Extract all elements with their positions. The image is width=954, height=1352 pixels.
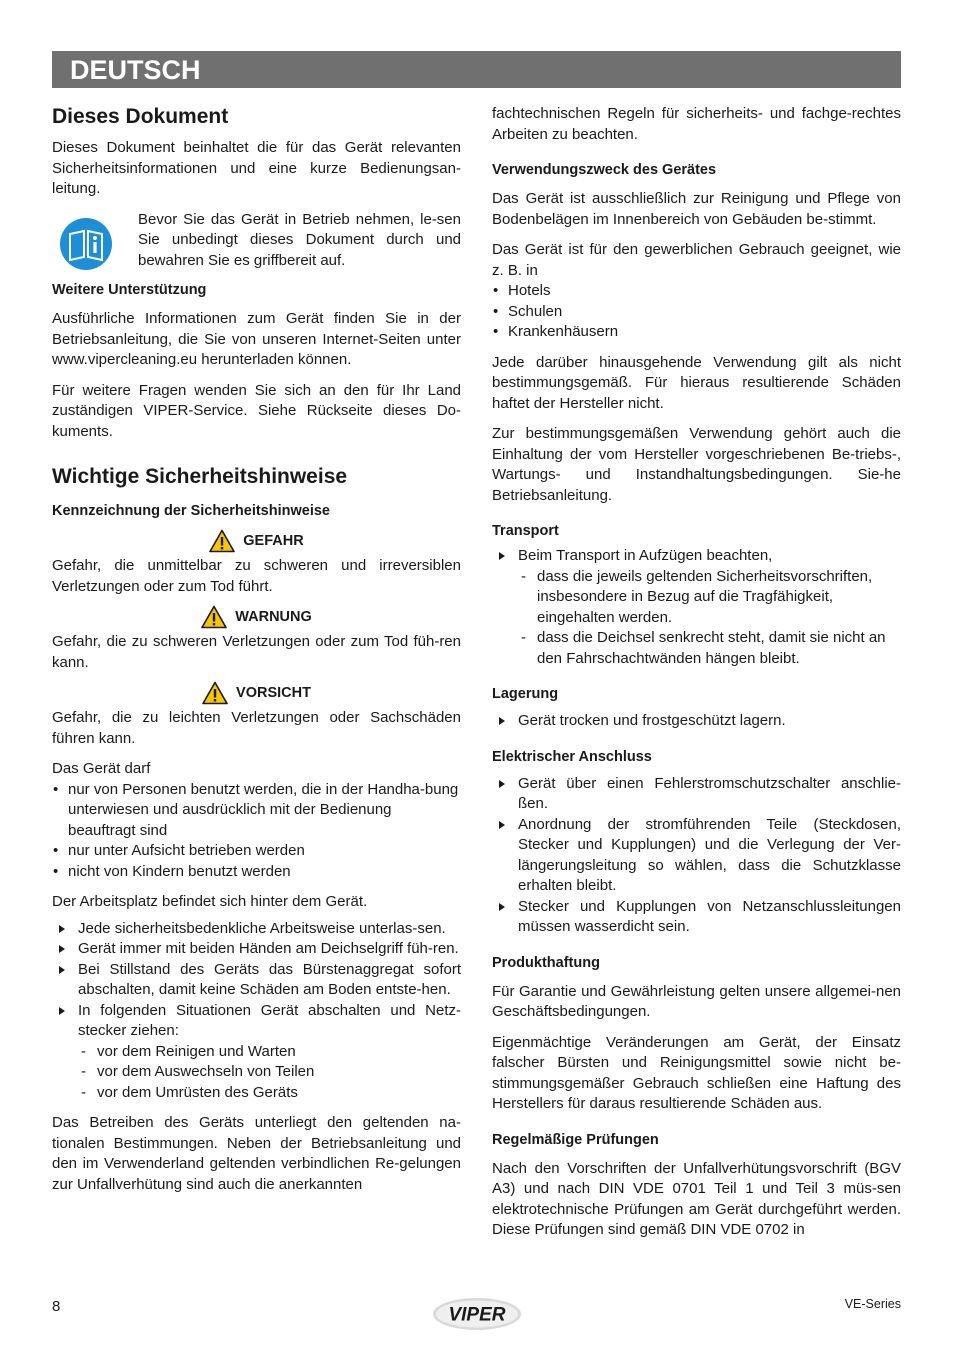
subsection-title: Produkthaftung (492, 954, 600, 971)
caution-heading (52, 681, 461, 705)
language-title: DEUTSCH (70, 55, 201, 85)
sub-list-item: - vor dem Umrüsten des Geräts (81, 1083, 298, 1101)
paragraph: Dieses Dokument beinhaltet die für das Gerät relevanten Sicherheitsinformationen und eine kurze Bedienungsan-leitung. (52, 139, 461, 197)
list-item-text: Beim Transport in Aufzügen beachten, (518, 547, 773, 564)
paragraph: Für Garantie und Gewährleistung gelten unsere allgemei-nen Geschäftsbedingungen. (492, 982, 901, 1020)
info-note-text: Bevor Sie das Gerät in Betrieb nehmen, le-sen Sie unbedingt dieses Dokument durch und bewahren Sie es griffbereit auf. (138, 210, 461, 269)
arrow-right-icon (499, 780, 505, 788)
list-item (492, 897, 901, 938)
list-item-text: Gerät immer mit beiden Händen am Deichselgriff füh-ren. (78, 940, 459, 957)
sub-list-item: - dass die jeweils geltenden Sicherheitsvorschriften, insbesondere in Bezug auf die Tragfähigkeit, eingehalten werden. (521, 567, 873, 626)
warning-text: Gefahr, die zu schweren Verletzungen oder zum Tod füh-ren kann. (52, 633, 461, 671)
list-item: • nur von Personen benutzt werden, die in der Handha-bung unterwiesen und ausdrücklich mit der Bedienung beauftragt sind (52, 780, 461, 842)
subsection-title: Transport (492, 523, 559, 539)
paragraph: Für weitere Fragen wenden Sie sich an den für Ihr Land zuständigen VIPER-Service. Siehe Rückseite dieses Do-kuments. (52, 381, 461, 440)
arrow-right-icon (59, 945, 65, 953)
list-item (52, 919, 461, 940)
paragraph: Eigenmächtige Veränderungen am Gerät, der Einsatz falscher Bürsten und Reinigungsmittel sowie nicht be-stimmungsgemäßer Gebrauch schließen eine Haftung des Herstellers für daraus resultierende Schäden aus. (492, 1033, 901, 1112)
subsection-title: Weitere Unterstützung (52, 282, 207, 298)
subsection-title: Elektrischer Anschluss (492, 748, 652, 765)
list-item: • nicht von Kindern benutzt werden (52, 862, 461, 883)
left-column (52, 104, 461, 1195)
sub-list-item-text: dass die jeweils geltenden Sicherheitsvorschriften, insbesondere in Bezug auf die Tragfähigkeit, eingehalten werden. (537, 567, 873, 626)
caution-text: Gefahr, die zu leichten Verletzungen oder Sachschäden führen kann. (52, 709, 461, 747)
sub-list-item-text: vor dem Umrüsten des Geräts (97, 1083, 298, 1101)
viper-logo (432, 1297, 522, 1331)
paragraph: fachtechnischen Regeln für sicherheits- und fachge-rechtes Arbeiten zu beachten. (492, 105, 901, 143)
sub-list-item: - vor dem Reinigen und Warten (81, 1042, 296, 1060)
list-item-text: Jede sicherheitsbedenkliche Arbeitsweise unterlas-sen. (78, 919, 446, 937)
list-item-text: Anordnung der stromführenden Teile (Steckdosen, Stecker und Kupplungen) und die Verlegung der Ver-längerungsleitung so wählen, dass die Schutzklasse erhalten bleibt. (518, 815, 901, 894)
subsection-title: Kennzeichnung der Sicherheitshinweise (52, 503, 330, 519)
sub-list-item: - vor dem Auswechseln von Teilen (81, 1063, 315, 1080)
sub-list-item: - dass die Deichsel senkrecht steht, damit sie nicht an den Fahrschachtwänden hängen bleibt. (521, 629, 886, 667)
list-item-text: Bei Stillstand des Geräts das Bürstenaggregat sofort abschalten, damit keine Schäden am Boden entste-hen. (78, 960, 461, 998)
caution-label: VORSICHT (236, 685, 311, 701)
subsection-title: Verwendungszweck des Gerätes (492, 162, 717, 178)
instruction-list (492, 774, 901, 938)
read-manual-icon (60, 218, 112, 270)
right-column (492, 104, 901, 1241)
sub-list (518, 567, 901, 670)
paragraph: Das Betreiben des Geräts unterliegt den geltenden na-tionalen Bestimmungen. Neben der Betriebsanleitung und den im Verwenderland geltenden verbindlichen Re-gelungen zur Unfallverhütung sind auch die anerkannten (52, 1114, 461, 1193)
list-item: • Schulen (492, 302, 901, 323)
language-header (52, 51, 901, 88)
list-item (52, 1001, 461, 1104)
series-label: VE-Series (844, 1297, 901, 1311)
paragraph: Das Gerät darf (52, 760, 151, 777)
paragraph: Das Gerät ist für den gewerblichen Gebrauch geeignet, wie z. B. in (492, 241, 901, 279)
warning-triangle-icon (202, 681, 228, 705)
arrow-right-icon (499, 903, 505, 911)
arrow-right-icon (499, 821, 505, 829)
paragraph: Jede darüber hinausgehende Verwendung gilt als nicht bestimmungsgemäß. Für hieraus resultierende Schäden haftet der Hersteller nicht. (492, 353, 901, 412)
arrow-right-icon (59, 966, 65, 974)
instruction-list (492, 546, 901, 669)
arrow-right-icon (499, 552, 505, 560)
bullet-list (52, 780, 461, 883)
paragraph: Der Arbeitsplatz befindet sich hinter dem Gerät. (52, 893, 368, 910)
sub-list-item-text: dass die Deichsel senkrecht steht, damit sie nicht an den Fahrschachtwänden hängen bleibt. (537, 629, 886, 667)
list-item (52, 960, 461, 1001)
arrow-right-icon (499, 717, 505, 725)
info-note (52, 210, 461, 272)
sub-list-item-text: vor dem Auswechseln von Teilen (97, 1063, 315, 1080)
warning-triangle-icon (209, 529, 235, 553)
sub-list (78, 1042, 461, 1104)
list-item-text: Gerät über einen Fehlerstromschutzschalter anschlie-ßen. (518, 774, 901, 812)
warning-heading (52, 605, 461, 629)
paragraph: Ausführliche Informationen zum Gerät finden Sie in der Betriebsanleitung, die Sie von unseren Internet-Seiten unter www.vipercleaning.eu herunterladen können. (52, 310, 461, 368)
list-item (492, 815, 901, 897)
instruction-list (492, 711, 901, 732)
list-item (492, 774, 901, 815)
warning-label: WARNUNG (235, 609, 312, 625)
list-item (492, 711, 901, 732)
logo-text: VIPER (448, 1304, 506, 1326)
danger-label: GEFAHR (243, 533, 304, 549)
list-item: • Krankenhäusern (492, 322, 901, 343)
warning-triangle-icon (201, 605, 227, 629)
page-number: 8 (52, 1298, 61, 1315)
paragraph: Zur bestimmungsgemäßen Verwendung gehört auch die Einhaltung der vom Hersteller vorgeschriebenen Be-triebs-, Wartungs- und Instandhaltungsbedingungen. Sie-he Betriebsanleitung. (492, 425, 901, 504)
subsection-title: Lagerung (492, 686, 559, 702)
list-item: • nur unter Aufsicht betrieben werden (52, 841, 461, 862)
paragraph: Nach den Vorschriften der Unfallverhütungsvorschrift (BGV A3) und nach DIN VDE 0701 Teil 1 und Teil 3 müs-sen elektrotechnische Prüfungen am Gerät durchgeführt werden. Diese Prüfungen sind gemäß DIN VDE 0702 in (492, 1159, 901, 1238)
section-title-document: Dieses Dokument (52, 105, 229, 128)
list-item-text: Stecker und Kupplungen von Netzanschlussleitungen müssen wasserdicht sein. (518, 897, 901, 935)
list-item (492, 546, 901, 669)
list-item: • Hotels (492, 281, 901, 302)
list-item (52, 939, 461, 960)
paragraph: Das Gerät ist ausschließlich zur Reinigung und Pflege von Bodenbelägen im Innenbereich von Gebäuden be-stimmt. (492, 190, 901, 228)
arrow-right-icon (59, 1007, 65, 1015)
list-item-text: In folgenden Situationen Gerät abschalten und Netz-stecker ziehen: (78, 1001, 461, 1039)
section-title-safety: Wichtige Sicherheitshinweise (52, 465, 348, 488)
subsection-title: Regelmäßige Prüfungen (492, 1131, 659, 1148)
instruction-list (52, 919, 461, 1104)
list-item-text: Gerät trocken und frostgeschützt lagern. (518, 712, 786, 729)
bullet-list (492, 281, 901, 343)
danger-text: Gefahr, die unmittelbar zu schweren und irreversiblen Verletzungen oder zum Tod führt. (52, 557, 461, 595)
danger-heading (52, 529, 461, 553)
sub-list-item-text: vor dem Reinigen und Warten (97, 1042, 296, 1060)
arrow-right-icon (59, 925, 65, 933)
